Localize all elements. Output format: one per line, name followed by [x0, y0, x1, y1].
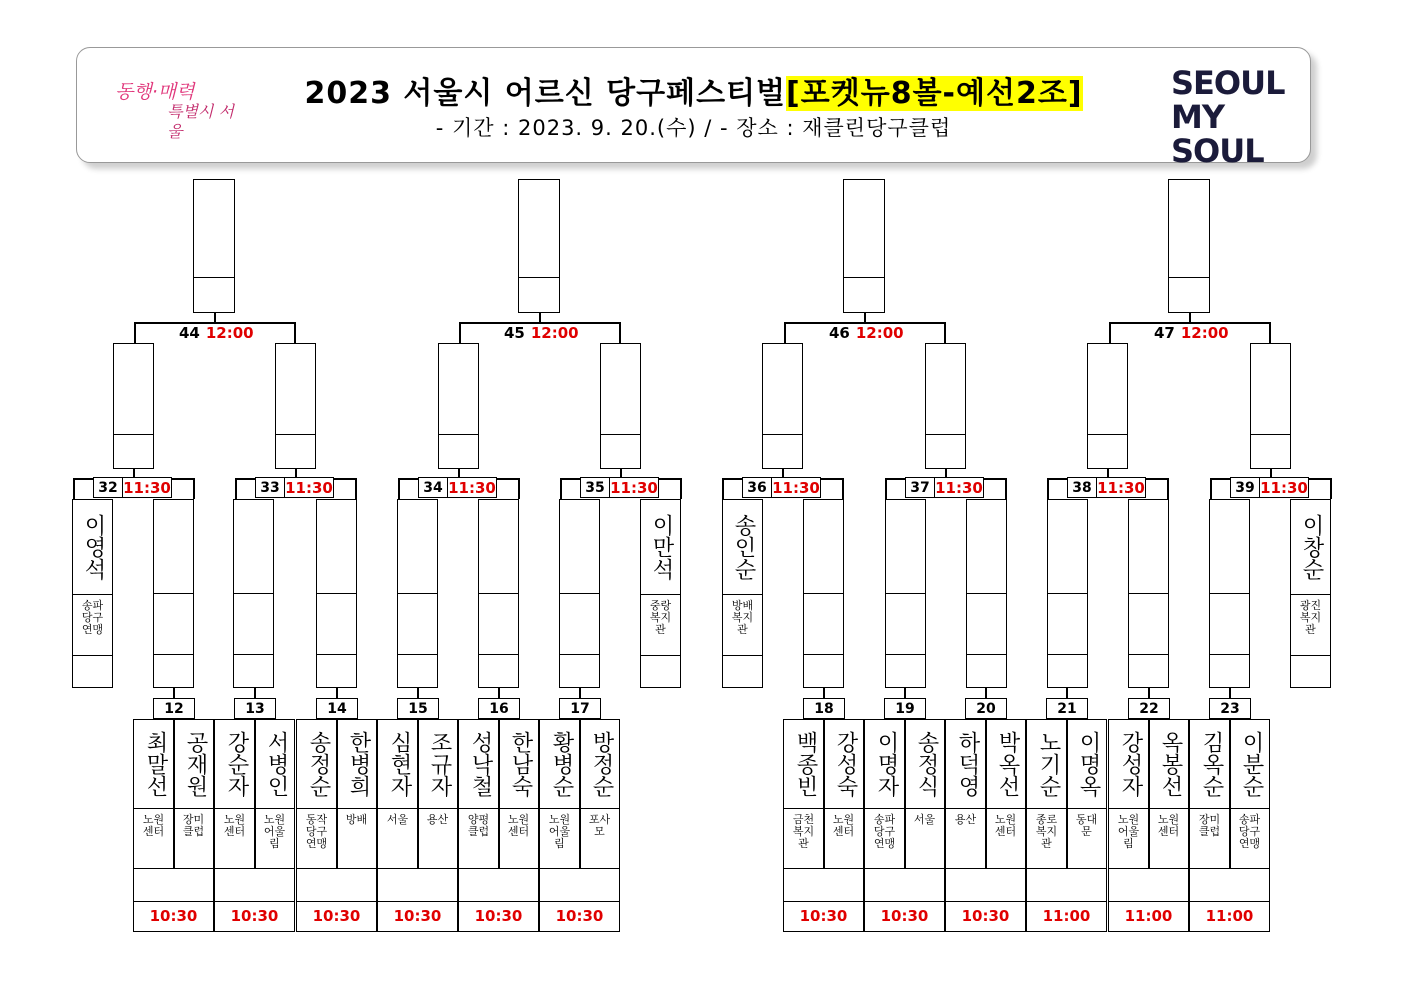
logo-left-line2: 특별시 서울 — [167, 102, 234, 141]
match-time: 11:00 — [1042, 907, 1091, 925]
match-time-box: 11:30 — [123, 479, 171, 497]
player-name: 성낙철 — [468, 731, 493, 797]
title-main: 2023 서울시 어르신 당구페스티벌 — [304, 76, 787, 111]
slot-divider — [275, 434, 316, 435]
match-number: 46 — [829, 324, 850, 342]
match-time: 10:30 — [230, 907, 279, 925]
bracket-line — [864, 313, 866, 322]
bye-player-name: 이만석 — [649, 514, 674, 580]
bracket-line — [214, 313, 216, 322]
slot-divider — [722, 594, 763, 595]
slot-divider — [1290, 655, 1331, 656]
match-number-box: 17 — [559, 698, 601, 719]
page-title — [77, 64, 1310, 112]
final-slot-box — [843, 179, 885, 313]
match-number-box: 20 — [965, 698, 1007, 719]
slot-divider — [296, 868, 377, 869]
slot-divider — [1128, 654, 1169, 655]
player-name: 송정순 — [306, 731, 331, 797]
bracket-line — [722, 478, 724, 499]
bracket-line — [498, 688, 500, 698]
bracket-line — [1047, 478, 1049, 499]
slot-divider — [1290, 594, 1331, 595]
bracket-line — [904, 688, 906, 698]
bye-player-name: 이영석 — [81, 514, 106, 580]
bracket-line — [842, 478, 844, 499]
slot-divider — [153, 593, 194, 594]
bracket-line — [904, 719, 906, 869]
slot-divider — [1026, 868, 1107, 869]
slot-divider — [864, 868, 945, 869]
match-label-45 — [504, 324, 594, 342]
bracket-line — [235, 478, 237, 499]
bracket-line — [1066, 688, 1068, 698]
match-number-box: 39 — [1230, 477, 1260, 498]
slot-divider — [113, 434, 154, 435]
match-time: 11:00 — [1124, 907, 1173, 925]
slot-divider — [1189, 808, 1270, 809]
bracket-line — [254, 688, 256, 698]
player-name: 이분순 — [1239, 731, 1264, 797]
page-subtitle: - 기간 : 2023. 9. 20.(수) / - 장소 : 재클린당구클럽 — [435, 116, 952, 140]
slot-divider — [1128, 593, 1169, 594]
player-club: 동작당구연맹 — [305, 813, 328, 850]
header-panel — [76, 47, 1311, 170]
slot-divider — [1209, 654, 1250, 655]
slot-divider — [296, 808, 377, 809]
slot-divider — [843, 277, 885, 278]
bracket-line — [1005, 478, 1007, 499]
slot-divider — [377, 868, 458, 869]
player-club: 송파당구연맹 — [873, 813, 896, 850]
player-club: 노원센터 — [507, 813, 530, 838]
player-club: 송파당구연맹 — [1238, 813, 1261, 850]
player-club: 양평클럽 — [467, 813, 490, 838]
match-label-47 — [1154, 324, 1244, 342]
slot-divider — [478, 654, 519, 655]
bye-player-club: 방배복지관 — [731, 599, 754, 636]
bracket-line — [823, 688, 825, 698]
bracket-line — [560, 478, 562, 499]
player-name: 이명자 — [874, 731, 899, 797]
slot-divider — [966, 593, 1007, 594]
player-club: 노원어울림 — [263, 813, 286, 850]
player-club: 장미클럽 — [1198, 813, 1221, 838]
bracket-line — [1189, 313, 1191, 322]
bracket-line — [985, 688, 987, 698]
slot-divider — [316, 654, 357, 655]
slot-divider — [316, 593, 357, 594]
player-name: 심현자 — [387, 731, 412, 797]
player-club: 노원어울림 — [548, 813, 571, 850]
player-name: 김옥순 — [1199, 731, 1224, 797]
match-number-box: 18 — [803, 698, 845, 719]
match-number-box: 23 — [1209, 698, 1251, 719]
player-name: 강성자 — [1118, 731, 1143, 797]
match-time: 12:00 — [205, 324, 254, 342]
match-time: 10:30 — [880, 907, 929, 925]
slot-divider — [945, 868, 1026, 869]
match-number: 44 — [179, 324, 200, 342]
match-number-box: 35 — [580, 477, 610, 498]
slot-divider — [1047, 654, 1088, 655]
match-time: 10:30 — [961, 907, 1010, 925]
bracket-line — [1109, 322, 1111, 343]
logo-right-line1: SEOUL — [1171, 64, 1285, 102]
player-name: 송정식 — [914, 731, 939, 797]
match-number-box: 22 — [1128, 698, 1170, 719]
match-number-box: 13 — [234, 698, 276, 719]
bracket-line — [985, 719, 987, 869]
player-club: 노원어울림 — [1117, 813, 1140, 850]
player-name: 박옥선 — [995, 731, 1020, 797]
slot-divider — [600, 434, 641, 435]
slot-divider — [885, 654, 926, 655]
match-number-box: 15 — [397, 698, 439, 719]
bracket-line — [823, 719, 825, 869]
semi-slot-box — [1250, 343, 1291, 469]
slot-divider — [193, 277, 235, 278]
slot-divider — [438, 434, 479, 435]
bracket-line — [498, 719, 500, 869]
slot-divider — [1026, 808, 1107, 809]
bracket-line — [1148, 719, 1150, 869]
slot-divider — [133, 868, 214, 869]
slot-divider — [1168, 277, 1210, 278]
match-number-box: 34 — [418, 477, 448, 498]
match-time: 12:00 — [1180, 324, 1229, 342]
player-club: 노원센터 — [223, 813, 246, 838]
slot-divider — [1209, 593, 1250, 594]
player-club: 서울 — [913, 813, 936, 826]
match-number-box: 14 — [316, 698, 358, 719]
player-name: 방정순 — [589, 731, 614, 797]
slot-divider — [478, 593, 519, 594]
slot-divider — [518, 277, 560, 278]
bracket-line — [518, 478, 520, 499]
player-name: 하덕영 — [955, 731, 980, 797]
slot-divider — [397, 654, 438, 655]
bracket-line — [134, 322, 136, 343]
player-name: 노기순 — [1036, 731, 1061, 797]
slot-divider — [1047, 593, 1088, 594]
match-time: 10:30 — [799, 907, 848, 925]
player-club: 노원센터 — [1157, 813, 1180, 838]
bracket-line — [944, 322, 946, 343]
match-number-box: 37 — [905, 477, 935, 498]
slot-divider — [1087, 434, 1128, 435]
semi-slot-box — [275, 343, 316, 469]
player-club: 동대문 — [1075, 813, 1098, 838]
bracket-line — [417, 719, 419, 869]
match-time-box: 11:30 — [448, 479, 496, 497]
player-name: 한병희 — [346, 731, 371, 797]
player-club: 방배 — [345, 813, 368, 826]
player-name: 이명옥 — [1076, 731, 1101, 797]
slot-divider — [214, 808, 295, 809]
player-club: 서울 — [386, 813, 409, 826]
bracket-line — [294, 322, 296, 343]
match-time: 10:30 — [149, 907, 198, 925]
slot-divider — [885, 593, 926, 594]
player-name: 조규자 — [427, 731, 452, 797]
slot-divider — [864, 808, 945, 809]
match-label-46 — [829, 324, 919, 342]
match-number: 47 — [1154, 324, 1175, 342]
slot-divider — [1108, 808, 1189, 809]
player-name: 옥봉선 — [1158, 731, 1183, 797]
final-slot-box — [1168, 179, 1210, 313]
slot-divider — [945, 808, 1026, 809]
slot-divider — [539, 868, 620, 869]
bye-player-name: 이창순 — [1299, 514, 1324, 580]
match-time-box: 11:30 — [1097, 479, 1145, 497]
bracket-line — [417, 688, 419, 698]
player-name: 강성숙 — [833, 731, 858, 797]
bracket-line — [173, 719, 175, 869]
bracket-line — [193, 478, 195, 499]
bracket-line — [73, 478, 75, 499]
bracket-line — [1066, 719, 1068, 869]
slot-divider — [153, 654, 194, 655]
bracket-line — [355, 478, 357, 499]
slot-divider — [783, 808, 864, 809]
bracket-line — [1210, 478, 1212, 499]
slot-divider — [640, 655, 681, 656]
match-time-box: 11:30 — [610, 479, 658, 497]
match-number-box: 12 — [153, 698, 195, 719]
bracket-line — [784, 322, 786, 343]
semi-slot-box — [1087, 343, 1128, 469]
bracket-line — [1229, 719, 1231, 869]
player-name: 강순자 — [224, 731, 249, 797]
bye-player-name: 송인순 — [731, 514, 756, 580]
slot-divider — [966, 654, 1007, 655]
logo-right-line2: MY SOUL — [1171, 98, 1264, 170]
slot-divider — [1108, 868, 1189, 869]
slot-divider — [72, 655, 113, 656]
match-time-box: 11:30 — [772, 479, 820, 497]
player-club: 용산 — [426, 813, 449, 826]
bracket-line — [1330, 478, 1332, 499]
match-number-box: 33 — [255, 477, 285, 498]
match-time: 11:00 — [1205, 907, 1254, 925]
match-number-box: 16 — [478, 698, 520, 719]
bracket-line — [459, 322, 461, 343]
slot-divider — [803, 593, 844, 594]
slot-divider — [640, 594, 681, 595]
bracket-line — [885, 478, 887, 499]
logo-left-line1: 동행·매력 — [115, 81, 195, 103]
bye-player-club: 중랑복지관 — [649, 599, 672, 636]
match-number-box: 38 — [1067, 477, 1097, 498]
player-club: 노원센터 — [142, 813, 165, 838]
match-time: 12:00 — [530, 324, 579, 342]
player-name: 공재원 — [183, 731, 208, 797]
slot-divider — [803, 654, 844, 655]
slot-divider — [539, 808, 620, 809]
player-club: 포사모 — [588, 813, 611, 838]
seoul-my-soul-logo — [1171, 64, 1285, 170]
match-number-box: 32 — [93, 477, 123, 498]
player-club: 종로복지관 — [1035, 813, 1058, 850]
bracket-line — [579, 688, 581, 698]
match-time: 10:30 — [555, 907, 604, 925]
slot-divider — [233, 654, 274, 655]
slot-divider — [925, 434, 966, 435]
title-highlight: [포켓뉴8볼-예선2조] — [786, 76, 1083, 111]
match-number-box: 36 — [742, 477, 772, 498]
match-number-box: 19 — [884, 698, 926, 719]
semi-slot-box — [438, 343, 479, 469]
slot-divider — [722, 655, 763, 656]
match-time: 10:30 — [474, 907, 523, 925]
bye-player-club: 광진복지관 — [1299, 599, 1322, 636]
match-time: 12:00 — [855, 324, 904, 342]
semi-slot-box — [925, 343, 966, 469]
slot-divider — [133, 808, 214, 809]
player-club: 장미클럽 — [182, 813, 205, 838]
bye-player-club: 송파당구연맹 — [81, 599, 104, 636]
match-number: 45 — [504, 324, 525, 342]
player-name: 서병인 — [264, 731, 289, 797]
slot-divider — [1250, 434, 1291, 435]
bracket-line — [619, 322, 621, 343]
match-label-44 — [179, 324, 269, 342]
bracket-line — [539, 313, 541, 322]
player-club: 노원센터 — [994, 813, 1017, 838]
final-slot-box — [518, 179, 560, 313]
bracket-line — [254, 719, 256, 869]
player-name: 한남숙 — [508, 731, 533, 797]
slot-divider — [397, 593, 438, 594]
bracket-line — [1229, 688, 1231, 698]
bracket-line — [336, 688, 338, 698]
match-time-box: 11:30 — [1260, 479, 1308, 497]
bracket-line — [1167, 478, 1169, 499]
match-time-box: 11:30 — [935, 479, 983, 497]
slot-divider — [377, 808, 458, 809]
player-name: 황병순 — [549, 731, 574, 797]
bracket-line — [1148, 688, 1150, 698]
final-slot-box — [193, 179, 235, 313]
slot-divider — [72, 594, 113, 595]
match-time: 10:30 — [393, 907, 442, 925]
player-club: 용산 — [954, 813, 977, 826]
match-time-box: 11:30 — [285, 479, 333, 497]
slot-divider — [458, 808, 539, 809]
slot-divider — [233, 593, 274, 594]
slot-divider — [783, 868, 864, 869]
bracket-line — [1269, 322, 1271, 343]
bracket-line — [680, 478, 682, 499]
semi-slot-box — [113, 343, 154, 469]
bracket-line — [398, 478, 400, 499]
semi-slot-box — [600, 343, 641, 469]
bracket-line — [173, 688, 175, 698]
player-club: 금천복지관 — [792, 813, 815, 850]
match-time: 10:30 — [312, 907, 361, 925]
slot-divider — [1189, 868, 1270, 869]
match-number-box: 21 — [1046, 698, 1088, 719]
slot-divider — [762, 434, 803, 435]
semi-slot-box — [762, 343, 803, 469]
slot-divider — [458, 868, 539, 869]
slot-divider — [559, 593, 600, 594]
bracket-line — [579, 719, 581, 869]
player-club: 노원센터 — [832, 813, 855, 838]
player-name: 백종빈 — [793, 731, 818, 797]
slot-divider — [559, 654, 600, 655]
slot-divider — [214, 868, 295, 869]
bracket-line — [336, 719, 338, 869]
player-name: 최말선 — [143, 731, 168, 797]
